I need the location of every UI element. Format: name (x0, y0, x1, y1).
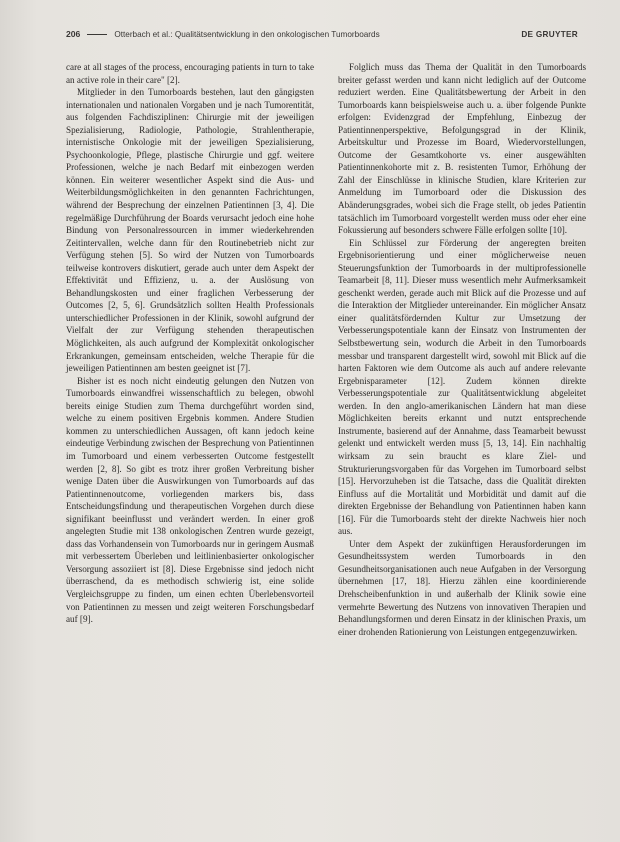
running-title: Otterbach et al.: Qualitätsentwicklung in den onkologischen Tumorboards (114, 29, 380, 39)
header-rule (87, 34, 107, 35)
paragraph: Folglich muss das Thema der Qualität in den Tumorboards breiter gefasst werden und kann nicht lediglich auf der Outcome reduziert werden. Eine Qualitätsbewertung der Arbeit in den Tumorboards kann beispielsweise auch u. a. über folgende Punkte erfolgen: Evidenzgrad der Empfehlung, Einbezug der Patientinnenperspektive, Befolgungsgrad in der Klinik, Arbeitskultur und Prozesse im Board, Wiedervorstellungen, Outcome der Gesamtkohorte vs. einer ausgewählten Patientinnenkohorte mit z. B. resistenten Tumor, Erhöhung der Zahl der Einschlüsse in klinische Studien, klare Kriterien zur Anmeldung im Tumorboard oder die Diskussion des Abänderungsgrades, wobei sich die Frage stellt, ob jedes Patientin tatsächlich im Tumorboard vorgestellt werden muss oder eher eine Fokussierung auf besonders schwere Fälle erfolgen sollte [10]. (338, 62, 586, 236)
right-column (338, 61, 586, 741)
paragraph: Bisher ist es noch nicht eindeutig gelungen den Nutzen von Tumorboards einwandfrei wissenschaftlich zu belegen, obwohl bereits einige Studien zum Thema durchgeführt worden sind, welche zu einem positiven Ergebnis kommen. Andere Studien kommen zu unterschiedlichen Aussagen, oft kann jedoch keine eindeutige Verbindung zwischen der Besprechung von Patientinnen im Tumorboard und einem verbesserten Outcome festgestellt werden [2, 8]. So gibt es trotz ihrer großen Verbreitung bisher wenige Daten über die Auswirkungen von Tumorboards auf das Patientinnenoutcome, vorliegenden markers bis, dass Entscheidungsfindung und therapeutischen Vorgehen durch diese signifikant beeinflusst und verändert werden. In einer groß angelegten Studie mit 138 onkologischen Zentren wurde gezeigt, dass das Vorhandensein von Tumorboards nur in geringem Ausmaß mit verbessertem Überleben und leitlinienbasierter onkologischer Versorgung assoziiert ist [8]. Diese Ergebnisse sind jedoch nicht überraschend, da es methodisch schwierig ist, eine solide Vergleichsgruppe zu finden, um einen echten Überlebensvorteil von Patientinnen zu messen und zeigt weiteren Forschungsbedarf auf [9]. (66, 375, 314, 625)
article-body (66, 61, 586, 741)
paragraph: Mitglieder in den Tumorboards bestehen, laut den gängigsten internationalen und nationalen Vorgaben und je nach Tumorentität, aus folgenden Fachdisziplinen: Chirurgie mit der jeweiligen Spezialisierung, Radiologie, Pathologie, Strahlentherapie, internistische Onkologie mit der jeweiligen Spezialisierung, Psychoonkologie, Pflege, plastische Chirurgie und ggf. weitere Professionen, welche je nach Bedarf mit einbezogen werden können. Ein weiterer wesentlicher Aspekt sind die Aus- und Weiterbildungsmöglichkeiten in den genannten Fachrichtungen, während der Besprechung der einzelnen Patientinnen [3, 4]. Die regelmäßige Durchführung der Boards verursacht jedoch eine hohe Bindung von Personalressourcen in immer wiederkehrenden Zeitintervallen, welche dann für den Routinebetrieb nicht zur Verfügung stehen [5]. So wird der Nutzen von Tumorboards teilweise kontrovers diskutiert, gerade auch unter dem Aspekt der Effektivität und Effizienz, u. a. der Auslösung von Behandlungskosten und einer fraglichen Verbesserung der Outcomes [2, 5, 6]. Grundsätzlich sollten Health Professionals unterschiedlicher Professionen in der Klinik, sowohl aufgrund der Vielfalt der zur Verfügung stehenden therapeutischen Möglichkeiten, als auch aufgrund der Komplexität onkologischer Erkrankungen, gemeinsam entscheiden, welche Therapie für die jeweiligen Patientinnen am besten geeignet ist [7]. (66, 87, 314, 374)
page-header (66, 27, 578, 41)
page-number: 206 (66, 29, 81, 39)
paragraph: care at all stages of the process, encouraging patients in turn to take an active role in their care" [2]. (66, 62, 314, 85)
paragraph: Unter dem Aspekt der zukünftigen Herausforderungen im Gesundheitssystem werden Tumorboards in den Gesundheitsorganisationen auch neue Aufgaben in der Versorgung übernehmen [17, 18]. Hierzu zählen eine koordinierende Drehscheibenfunktion in und außerhalb der Klinik sowie eine vermehrte Bewertung des Nutzens von innovativen Therapien und Behandlungsformen und deren Einsatz in der klinischen Praxis, um einer drohenden Rationierung von Leistungen entgegenzuwirken. (338, 538, 586, 637)
publisher-name: DE GRUYTER (521, 29, 578, 39)
paragraph: Ein Schlüssel zur Förderung der angeregten breiten Ergebnisorientierung und einer möglicherweise neuen Steuerungsfunktion der Tumorboards in der multiprofessionelle Teamarbeit [8, 11]. Dieser muss wesentlich mehr Aufmerksamkeit geschenkt werden, gerade auch mit Blick auf die Prozesse und auf die Interaktion der Mitglieder untereinander. Ein möglicher Ansatz einer qualitätsfördernden Kultur zur Umsetzung der Verbesserungspotentiale kann der Einsatz von Instrumenten der Selbstbewertung sein, wodurch die Arbeit in den Tumorboards messbar und transparent dargestellt wird, sowohl mit Blick auf die harten Faktoren wie dem Outcome als auch auf andere relevante Ergebnisparameter [12]. Zudem können direkte Verbesserungspotentiale zur Qualitätsentwicklung abgeleitet werden. In den anglo-amerikanischen Ländern hat man diese Möglichkeiten bereits erkannt und nutzt entsprechende Instrumente, basierend auf der Annahme, dass Teamarbeit bewusst gelenkt und entwickelt werden muss [5, 13, 14]. Ein nachhaltig wirksam zu sein braucht es klare Ziel- und Strukturierungsvorgaben für das Vorgehen im Tumorboard selbst [15]. Hervorzuheben ist die Tatsache, dass die Qualität direkten Einfluss auf die Mortalität und Morbidität und damit auf die direkten Ergebnisse der Behandlung von Patientinnen haben kann [16]. Für die Tumorboards steht der direkte Nachweis hier noch aus. (338, 237, 586, 537)
left-column (66, 61, 314, 741)
